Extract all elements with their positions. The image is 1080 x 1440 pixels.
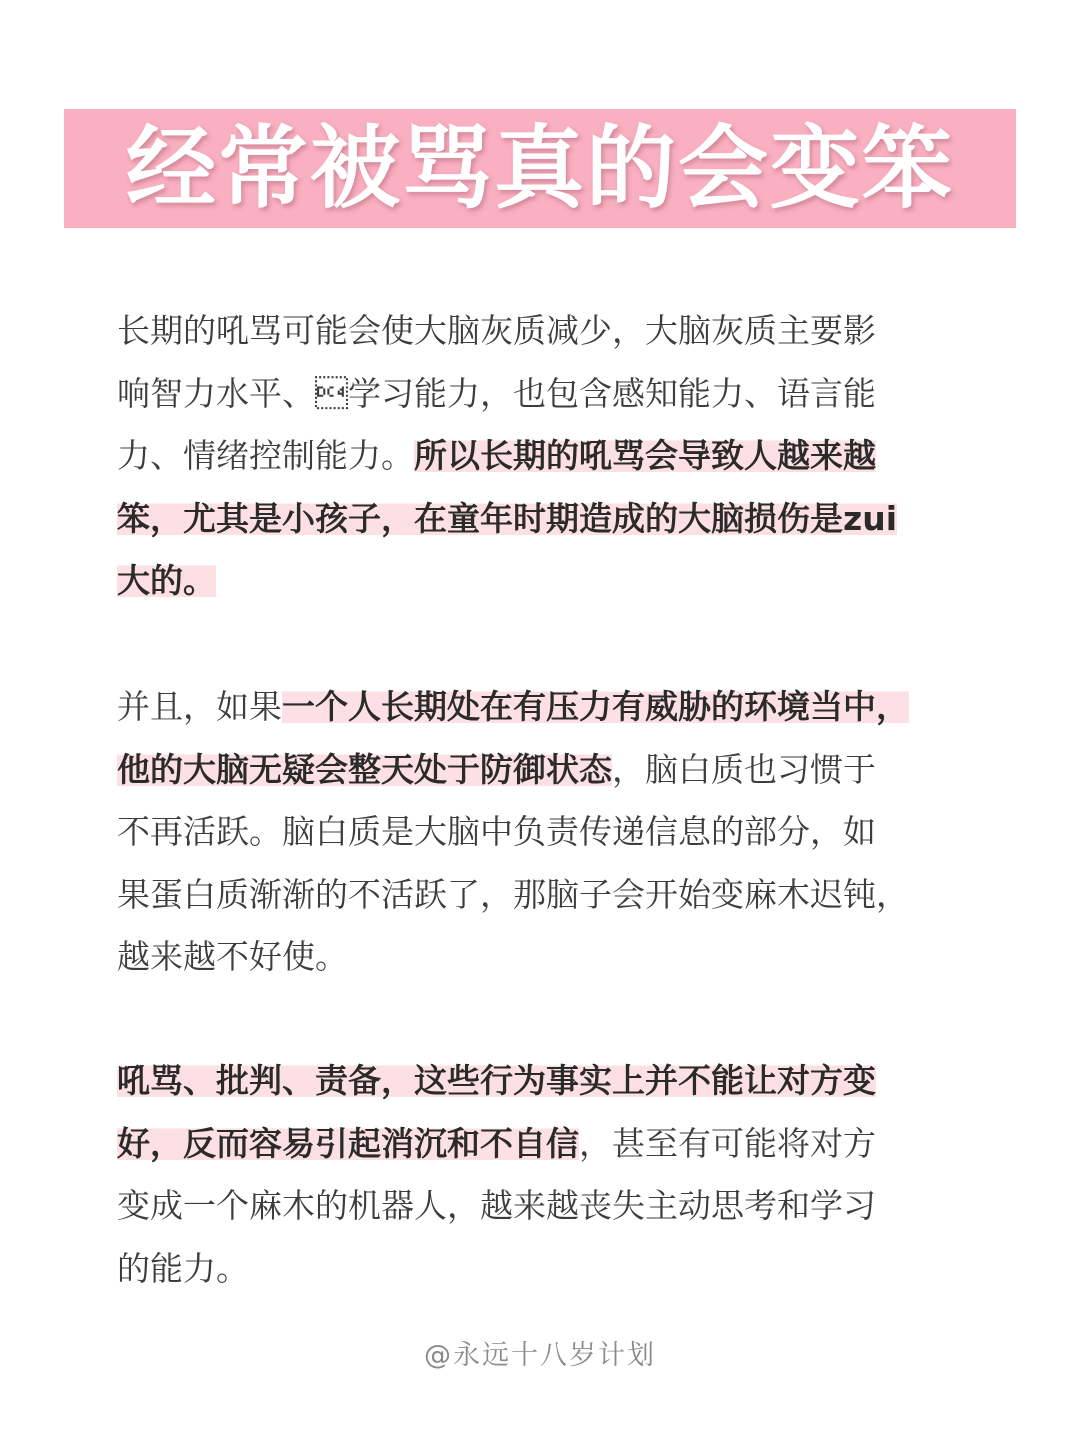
body-text: 果蛋白质渐渐的不活跃了，那脑子会开始变麻木迟钝， bbox=[117, 874, 909, 914]
body-text: ，甚至有可能将对方 bbox=[579, 1123, 876, 1163]
author-watermark: @永远十八岁计划 bbox=[424, 1340, 656, 1371]
highlighted-text: 一个人长期处在有压力有威胁的环境当中， bbox=[282, 687, 909, 726]
highlighted-text: 笨，尤其是小孩子，在童年时期造成的大脑损伤是zui bbox=[117, 498, 898, 538]
body-text: 响智力水平、学习能力，也包含感知能力、语言能 bbox=[117, 373, 876, 413]
body-text: 变成一个麻木的机器人，越来越丧失主动思考和学习 bbox=[117, 1186, 876, 1225]
title-banner bbox=[64, 109, 1016, 228]
highlighted-text: 所以长期的吼骂会导致人越来越 bbox=[414, 436, 876, 475]
highlighted-text: 他的大脑无疑会整天处于防御状态 bbox=[117, 749, 612, 789]
text-line bbox=[117, 1113, 987, 1176]
body-text: 并且，如果 bbox=[117, 687, 282, 726]
text-line bbox=[117, 300, 987, 363]
highlighted-text: 吼骂、批判、责备，这些行为事实上并不能让对方变 bbox=[117, 1061, 876, 1100]
body-text: 力、情绪控制能力。 bbox=[117, 436, 414, 475]
text-line bbox=[117, 1175, 987, 1238]
highlighted-text: 大的。 bbox=[117, 561, 216, 600]
text-line bbox=[117, 1238, 987, 1301]
text-line bbox=[117, 488, 987, 551]
text-line bbox=[117, 926, 987, 989]
text-line bbox=[117, 1050, 987, 1113]
body-text: 不再活跃。脑白质是大脑中负责传递信息的部分，如 bbox=[117, 812, 876, 851]
body-text: 的能力。 bbox=[117, 1248, 249, 1288]
body-text: 越来越不好使。 bbox=[117, 937, 348, 976]
text-line bbox=[117, 676, 987, 739]
paragraph-2 bbox=[117, 676, 987, 989]
paragraph-1 bbox=[117, 300, 987, 613]
paragraph-3 bbox=[117, 1050, 987, 1300]
highlighted-text: 好，反而容易引起消沉和不自信 bbox=[117, 1123, 579, 1163]
body-text: 长期的吼骂可能会使大脑灰质减少，大脑灰质主要影 bbox=[117, 311, 876, 350]
text-line bbox=[117, 739, 987, 802]
page-title: 经常被骂真的会变笨 bbox=[126, 116, 954, 221]
text-line bbox=[117, 425, 987, 488]
text-line bbox=[117, 864, 987, 927]
body-text: ，脑白质也习惯于 bbox=[612, 749, 876, 789]
text-line bbox=[117, 363, 987, 426]
text-line bbox=[117, 550, 987, 613]
text-line bbox=[117, 801, 987, 864]
